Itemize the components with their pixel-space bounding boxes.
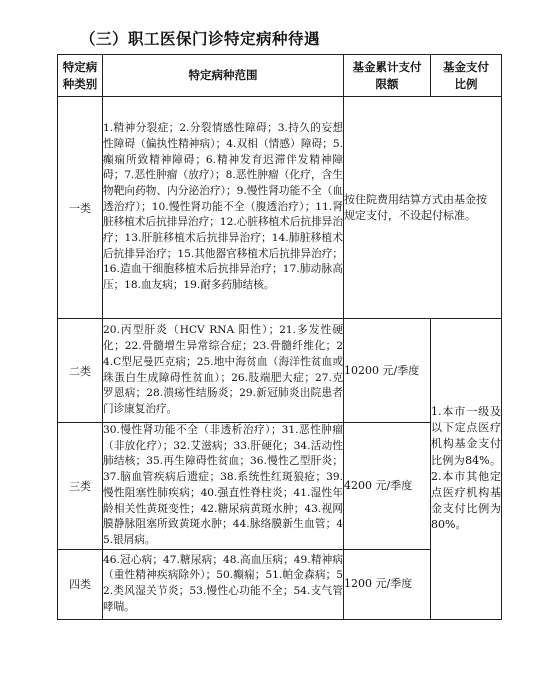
header-scope: 特定病种范围: [103, 55, 344, 97]
category-cell: 二类: [58, 319, 103, 423]
category-cell: 四类: [58, 549, 103, 619]
header-ratio: 基金支付比例: [431, 55, 502, 97]
ratio-cell: 1.本市一级及以下定点医疗机构基金支付比例为84%。2.本市其他定点医疗机构基金支付比例为80%。: [431, 319, 502, 620]
category-cell: 一类: [58, 97, 103, 319]
special-disease-table: [57, 54, 502, 620]
scope-cell: 20.丙型肝炎（HCV RNA 阳性）；21.多发性硬化；22.骨髓增生异常综合症；23.骨髓纤维化；24.C型尼曼匹克病；25.地中海贫血（海洋性贫血或珠蛋白生成障碍性贫血）；26.肢端肥大症；27.克罗恩病；28.溃疡性结肠炎；29.新冠肺炎出院患者门诊康复治疗。: [103, 319, 344, 423]
table-header-row: [58, 55, 502, 97]
category-cell: 三类: [58, 423, 103, 550]
scope-cell: 30.慢性肾功能不全（非透析治疗）；31.恶性肿瘤（非放化疗）；32.艾滋病；33.肝硬化；34.活动性肺结核；35.再生障碍性贫血；36.慢性乙型肝炎；37.脑血管疾病后遗症；38.系统性红斑狼疮；39.慢性阻塞性肺疾病；40.强直性脊柱炎；41.湿性年龄相关性黄斑变性；42.糖尿病黄斑水肿；43.视网膜静脉阻塞所致黄斑水肿；44.脉络膜新生血管；45.银屑病。: [103, 423, 344, 550]
limit-cell: 按住院费用结算方式由基金按规定支付，不设起付标准。: [344, 97, 502, 319]
section-heading: （三）职工医保门诊特定病种待遇: [80, 30, 321, 48]
scope-cell: 46.冠心病；47.糖尿病；48.高血压病；49.精神病（重性精神疾病除外）；50.癫痫；51.帕金森病；52.类风湿关节炎；53.慢性心功能不全；54.支气管哮喘。: [103, 549, 344, 619]
limit-cell: 1200 元/季度: [344, 549, 431, 619]
scope-cell: 1.精神分裂症；2.分裂情感性障碍；3.持久的妄想性障碍（偏执性精神病）；4.双相（情感）障碍；5.癫痫所致精神障碍；6.精神发育迟滞伴发精神障碍；7.恶性肿瘤（放疗）；8.恶性肿瘤（化疗，含生物靶向药物、内分泌治疗）；9.慢性肾功能不全（血透治疗）；10.慢性肾功能不全（腹透治疗）；11.肾脏移植术后抗排异治疗；12.心脏移植术后抗排异治疗；13.肝脏移植术后抗排异治疗；14.肺脏移植术后抗排异治疗；15.其他器官移植术后抗排异治疗；16.造血干细胞移植术后抗排异治疗；17.肺动脉高压；18.血友病；19.耐多药肺结核。: [103, 97, 344, 319]
table-row: [58, 319, 502, 423]
limit-cell: 4200 元/季度: [344, 423, 431, 550]
header-category: 特定病种类别: [58, 55, 103, 97]
header-limit: 基金累计支付限额: [344, 55, 431, 97]
table-row: [58, 97, 502, 319]
limit-cell: 10200 元/季度: [344, 319, 431, 423]
